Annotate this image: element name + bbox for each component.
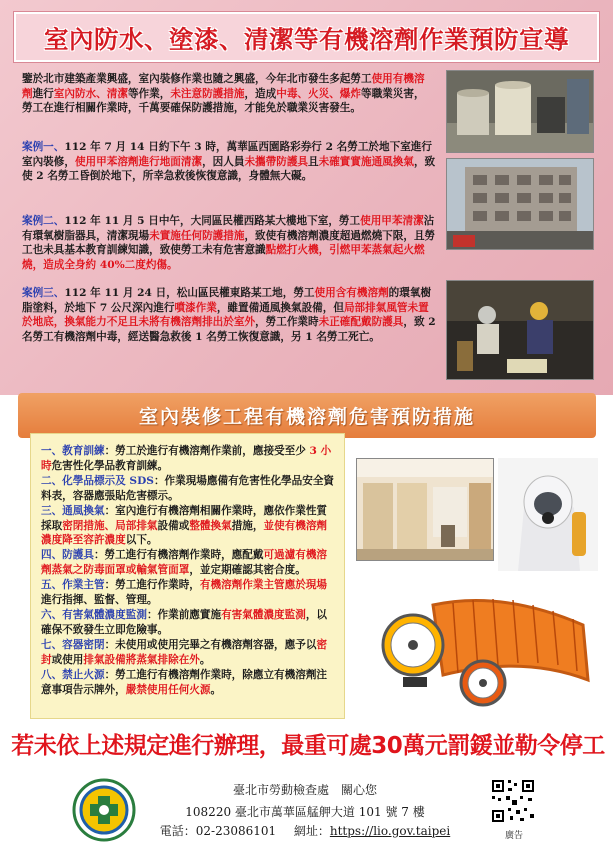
intro-paragraph	[22, 72, 432, 116]
measure-item	[41, 504, 337, 549]
measure-text: ：勞工進行有機溶劑作業時，應配戴	[93, 549, 264, 562]
footer-org: 臺北市勞動檢查處 關心您	[232, 783, 377, 797]
case-highlight: 未實施任何防護措施	[149, 229, 245, 242]
measure-label: 三、通風換氣	[41, 504, 105, 517]
measure-item	[41, 638, 337, 668]
case-2	[22, 214, 438, 272]
case-highlight: 點燃打火機，引燃甲苯蒸氣起火燃燒，造成全身約 40%二度灼傷。	[22, 244, 425, 271]
measure-text: ，以確保不致發生立即危險事。	[41, 608, 328, 636]
case-3	[22, 286, 438, 344]
measure-highlight: 排氣設備將蒸氣排除在外	[83, 653, 200, 666]
measure-text: ：室內進行有機溶劑相關作業時，應依作業性質採取	[41, 504, 328, 532]
intro-highlight: 未注意防護措施	[170, 87, 245, 100]
measures-heading: 室內裝修工程有機溶劑危害預防措施	[138, 406, 475, 428]
measure-item	[41, 444, 337, 474]
measure-label: 一、教育訓練	[41, 445, 105, 457]
case-text: ，致使 2 名勞工昏倒於地下，所幸急救後恢復意識，身體無大礙。	[22, 155, 436, 183]
footer	[0, 770, 613, 862]
case-highlight: 噴漆作業	[174, 301, 217, 314]
measure-text: 。	[210, 683, 222, 696]
measure-text: ：未使用或使用完畢之有機溶劑容器，應予以	[104, 638, 317, 651]
page-title: 室內防水、塗漆、清潔等有機溶劑作業預防宣導	[44, 25, 569, 54]
case-text: ，致使有機溶劑濃度超過燃燒下限，且勞工也未具基本教育訓練知識，致使勞工未有危害意識	[22, 229, 436, 257]
measure-highlight: 並使有機溶劑濃度降至容許濃度	[41, 519, 328, 547]
case-highlight: 使用甲苯清潔	[360, 215, 424, 227]
case-label: 案例三、	[22, 287, 65, 299]
case-highlight: 使用甲苯溶劑進行地面清潔	[74, 155, 203, 168]
case-highlight: 使用含有機溶劑	[314, 287, 389, 299]
case-text: ，致 2 名勞工有機溶劑中毒，經送醫急救後 1 名勞工恢復意識，另 1 名勞工死亡。	[22, 316, 436, 343]
measure-text: 以下。	[125, 534, 158, 547]
case-text: 的環氧樹脂塗料，於地下 7 公尺深內進行	[22, 287, 432, 314]
case-text: 112 年 11 月 5 日中午，大同區民權西路某大樓地下室，勞工	[64, 215, 361, 227]
top-section	[0, 0, 613, 395]
footer-contact	[120, 822, 490, 839]
measure-text: ，並定期確認其密合度。	[189, 564, 306, 577]
phone-label: 電話：	[159, 824, 196, 838]
penalty-warning: 若未依上述規定進行辦理，最重可處30萬元罰鍰並勒令停工	[11, 733, 605, 759]
measure-text: ：勞工進行作業時，	[104, 579, 200, 592]
measure-label: 四、防護具	[41, 549, 94, 562]
case-1	[22, 140, 438, 184]
intro-text: 進行	[32, 87, 54, 100]
case-label: 案例二、	[22, 215, 65, 227]
case-text: ，雖置備通風換氣設備，但	[216, 301, 344, 314]
case-text: 112 年 7 月 14 日約下午 3 時，萬華區西園路彩券行 2 名勞工於地下室進行室內裝修，	[22, 141, 432, 168]
case-highlight: 未確實實施通風換氣	[318, 155, 414, 168]
photo-underground-rescue	[446, 280, 594, 380]
measure-text: ：勞工於進行有機溶劑作業前，應接受至少	[104, 445, 310, 457]
footer-address: 108220 臺北市萬華區艋舺大道 101 號 7 樓	[185, 805, 425, 819]
measure-text: 或使用	[51, 653, 84, 666]
measure-highlight: 可過濾有機溶劑蒸氣之防毒面罩或輸氣管面罩	[41, 549, 328, 577]
photo-building-fire	[446, 158, 594, 250]
qr-code[interactable]	[490, 778, 536, 824]
case-highlight: 未正確配戴防護具	[318, 316, 404, 329]
case-highlight: 局部排氣風管未置於地底，換氣能力不足且未將有機溶劑排出於室外	[22, 301, 429, 329]
case-text: ，勞工作業時	[255, 316, 319, 329]
case-label: 案例一、	[22, 141, 65, 153]
qr-caption: 廣告	[504, 831, 523, 841]
measure-item	[41, 668, 337, 698]
measure-highlight: 密封	[41, 638, 328, 666]
measures-box	[30, 433, 345, 719]
title-box	[14, 12, 599, 62]
measure-label: 八、禁止火源	[41, 668, 105, 681]
measure-highlight: 整體換氣	[189, 519, 232, 532]
measure-label: 五、作業主管	[41, 579, 105, 592]
measure-highlight: 有害氣體濃度監測	[221, 608, 306, 621]
intro-highlight: 中毒、火災、爆炸	[276, 87, 361, 100]
case-text: 且	[308, 155, 319, 168]
measure-text: 設備或	[157, 519, 190, 532]
photo-hazmat-respirator	[498, 458, 598, 571]
measure-label: 二、化學品標示及 SDS	[41, 474, 154, 487]
measure-highlight: 嚴禁使用任何火源	[125, 683, 211, 696]
measure-highlight: 有機溶劑作業主管應於現場	[199, 579, 328, 592]
measure-item	[41, 548, 337, 578]
measure-text: ：作業現場應備有危害性化學品安全資料表，容器應張貼危害標示。	[41, 474, 335, 502]
photo-solvent-buckets	[446, 70, 594, 153]
intro-text: 等職業災害，勞工在進行相關作業時，千萬要確保防護措施，才能免於職業災害發生。	[22, 87, 425, 115]
measure-text: 進行指揮、監督、管理。	[41, 594, 158, 607]
case-highlight: 未攜帶防護具	[244, 155, 309, 168]
measure-text: ：勞工進行有機溶劑作業時，除應立有機溶劑注意事項告示牌外，	[41, 668, 328, 696]
measure-text: 措施，	[231, 519, 264, 532]
case-text: ，因人員	[202, 155, 245, 168]
intro-highlight: 使用有機溶劑	[22, 73, 425, 100]
intro-text: 鑒於北市建築產業興盛，室內裝修作業也隨之興盛，今年北市發生多起勞工	[22, 73, 372, 85]
measure-highlight: 密閉措施、局部排氣	[62, 519, 158, 532]
measures-heading-band	[18, 393, 596, 438]
phone-number: 02-23086101	[195, 824, 277, 838]
photo-interior-renovation	[356, 458, 494, 561]
web-label: 網址：	[293, 824, 330, 838]
measure-text: 。	[199, 653, 211, 666]
measure-text: 危害性化學品教育訓練。	[51, 459, 169, 472]
photo-ventilation-fans	[373, 585, 598, 713]
intro-text: 等作業，	[127, 87, 171, 100]
measure-item	[41, 474, 337, 504]
case-text: 沾有環氧樹脂器具，清潔現場	[22, 215, 435, 242]
intro-highlight: 室內防水、清潔	[53, 87, 128, 100]
website-link[interactable]: https://lio.gov.taipei	[329, 824, 451, 838]
measure-text: ：作業前應實施	[146, 608, 222, 621]
measure-item	[41, 608, 337, 638]
measure-label: 六、有害氣體濃度監測	[41, 608, 147, 621]
measure-highlight: 3 小時	[41, 445, 332, 472]
case-text: 112 年 11 月 24 日，松山區民權東路某工地，勞工	[64, 287, 315, 299]
intro-text: ，造成	[244, 87, 277, 100]
measure-label: 七、容器密閉	[41, 638, 105, 651]
measure-item	[41, 578, 337, 608]
